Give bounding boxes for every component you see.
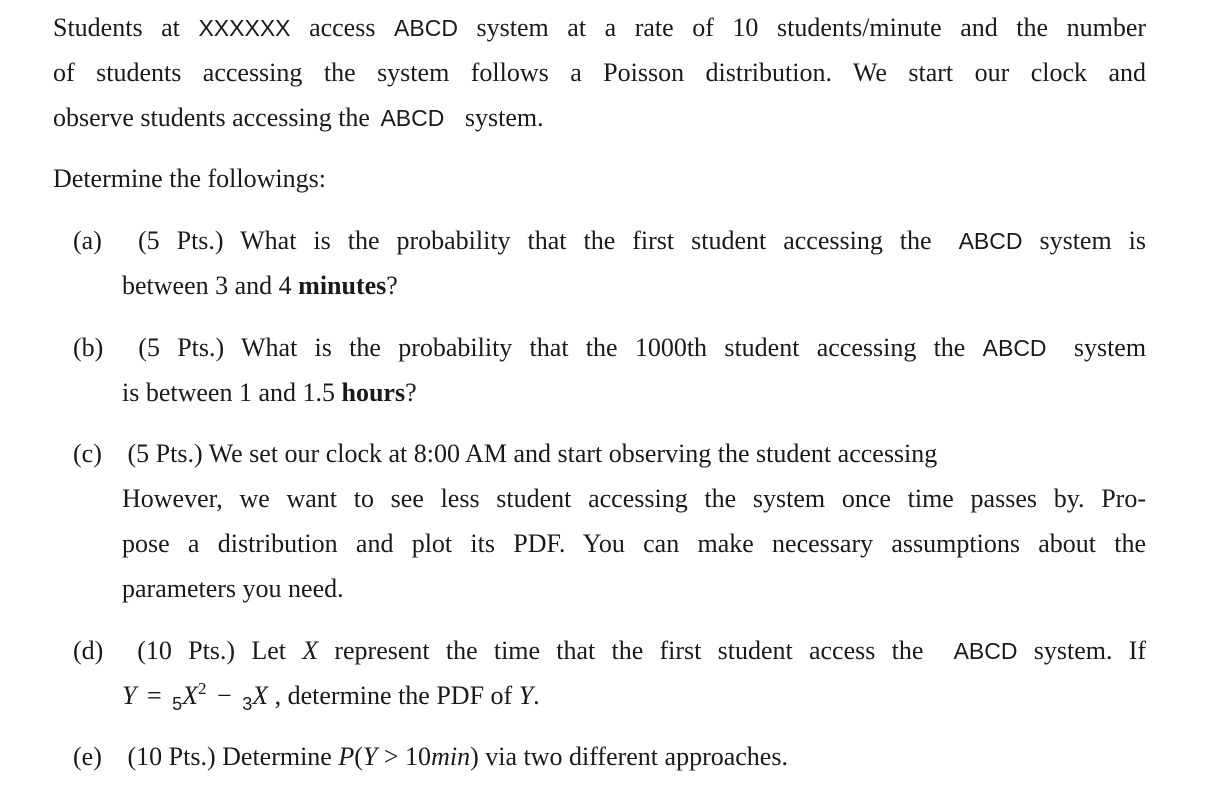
question-c-line-3: pose a distribution and plot its PDF. You can make necessary assumptions about the xyxy=(122,529,1146,558)
intro-text: of students accessing the system follows a Poisson distribution. We start our clock and xyxy=(53,58,1146,87)
points: (10 Pts.) xyxy=(137,636,236,665)
intro-text: system. xyxy=(464,103,544,132)
intro-text: observe students accessing the xyxy=(53,103,370,132)
system-name: ABCD xyxy=(958,228,1023,254)
question-e-line-1: (e) (10 Pts.) Determine P(Y > 10min) via two different approaches. xyxy=(73,742,788,771)
exponent: 2 xyxy=(198,679,207,698)
emphasis: hours xyxy=(341,378,406,407)
question-a-line-2: between 3 and 4 minutes? xyxy=(122,271,398,300)
question-b-line-2: is between 1 and 1.5 hours? xyxy=(122,378,417,407)
question-label: (e) xyxy=(73,742,102,771)
intro-line-1 xyxy=(53,13,1146,43)
intro-text: Students at xyxy=(53,13,180,42)
prompt: Determine the followings: xyxy=(53,164,326,193)
question-c-line-4: parameters you need. xyxy=(122,574,344,603)
points: (5 Pts.) xyxy=(137,226,224,255)
points: (5 Pts.) xyxy=(127,439,203,468)
equation: $Y = _5X^2 - _3X$ xyxy=(122,679,269,714)
intro-line-2 xyxy=(53,58,1146,88)
question-label: (d) xyxy=(73,636,104,665)
coefficient: 5 xyxy=(172,694,183,714)
points: (5 Pts.) xyxy=(138,333,225,362)
coefficient: 3 xyxy=(242,694,253,714)
system-name: ABCD xyxy=(380,105,445,131)
question-d-line-1: (d) (10 Pts.) Let X represent the time that the first student access the ABCD system. If xyxy=(73,636,1147,665)
emphasis: minutes xyxy=(298,271,387,300)
probability-expression: P(Y > 10min) xyxy=(338,742,479,771)
intro-text: access xyxy=(309,13,376,42)
question-label: (c) xyxy=(73,439,102,468)
points: (10 Pts.) xyxy=(127,742,216,771)
variable-x: X xyxy=(302,636,319,665)
question-label: (a) xyxy=(73,226,102,255)
question-c-line-2: However, we want to see less student accessing the system once time passes by. Pro- xyxy=(122,484,1146,513)
intro-text: system at a rate of 10 students/minute and the number xyxy=(476,13,1147,42)
question-d-line-2: $Y = _5X^2 - _3X$ , determine the PDF of Y. xyxy=(122,679,540,714)
system-name: ABCD xyxy=(953,638,1018,664)
system-name: ABCD xyxy=(982,335,1047,361)
question-c-line-1: (c) (5 Pts.) We set our clock at 8:00 AM and start observing the student accessing xyxy=(73,439,938,468)
intro-line-3 xyxy=(53,103,544,133)
question-a-line-1: (a) (5 Pts.) What is the probability that the first student accessing the ABCD system is xyxy=(73,226,1147,255)
question-b-line-1: (b) (5 Pts.) What is the probability that the 1000th student accessing the ABCD system xyxy=(73,333,1147,362)
question-label: (b) xyxy=(73,333,104,362)
system-name: ABCD xyxy=(394,15,458,41)
redacted-org: XXXXXX xyxy=(198,15,291,41)
variable-y: Y xyxy=(122,681,137,710)
